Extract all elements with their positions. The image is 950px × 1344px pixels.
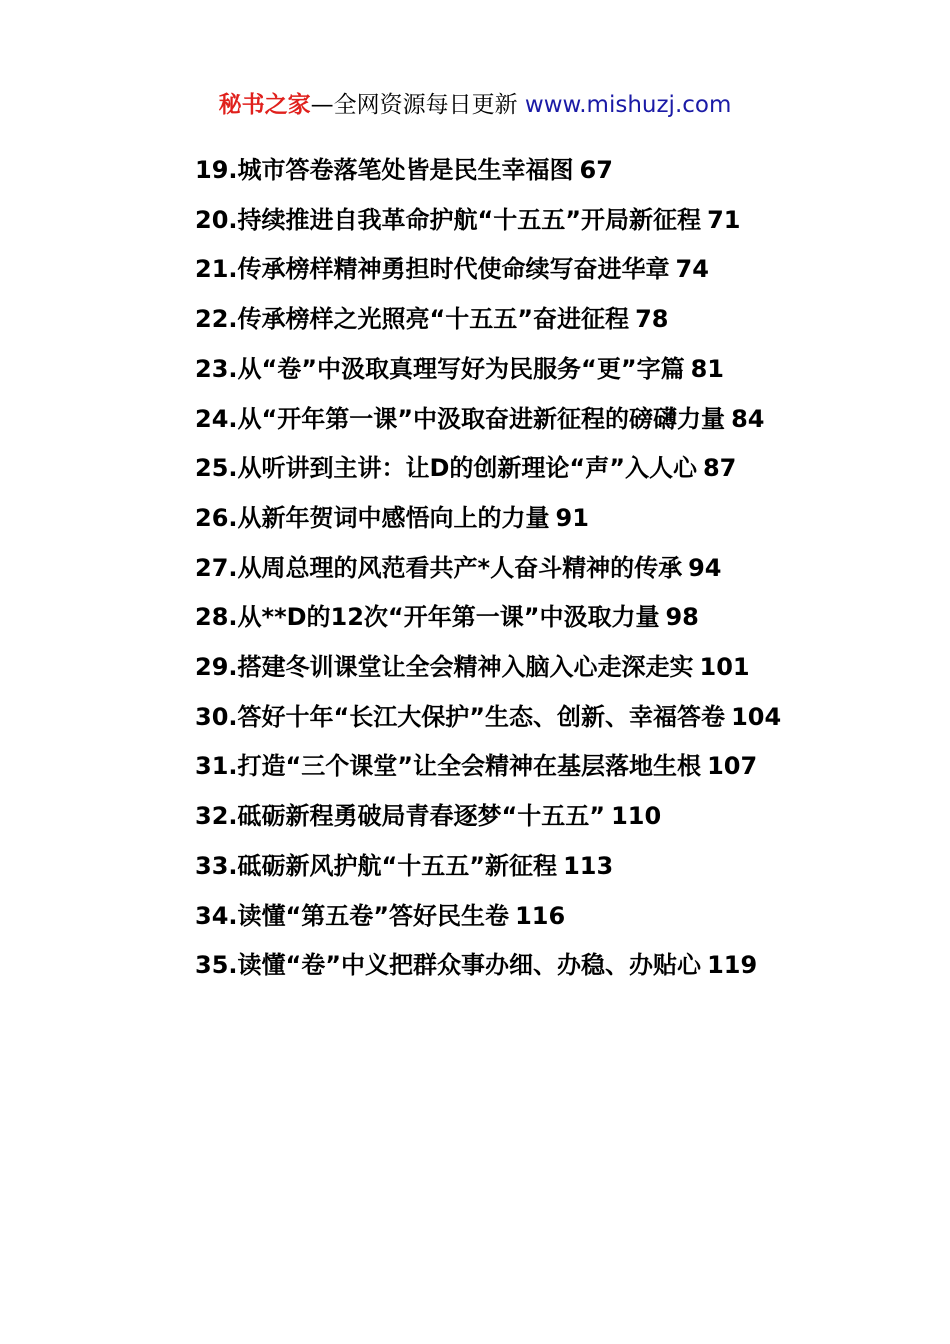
toc-entry-page: 71 [707, 205, 741, 234]
toc-entry-title: 35.读懂“卷”中义把群众事办细、办稳、办贴心 [195, 951, 702, 980]
header-tagline: —全网资源每日更新 [310, 92, 518, 118]
toc-entry-page: 74 [675, 255, 709, 284]
toc-entry-title: 20.持续推进自我革命护航“十五五”开局新征程 [195, 205, 702, 234]
toc-entry-title: 22.传承榜样之光照亮“十五五”奋进征程 [195, 305, 630, 334]
toc-entry-title: 31.打造“三个课堂”让全会精神在基层落地生根 [195, 752, 702, 781]
toc-entry[interactable] [146, 892, 808, 942]
site-link[interactable]: www.mishuzj.com [524, 92, 732, 118]
toc-entry-title: 29.搭建冬训课堂让全会精神入脑入心走深走实 [195, 653, 694, 682]
toc-entry-page: 107 [707, 752, 758, 781]
toc-entry[interactable] [146, 643, 808, 693]
toc-entry-page: 87 [702, 454, 737, 483]
toc-entry-page: 113 [563, 851, 614, 880]
toc-entry-title: 23.从“卷”中汲取真理写好为民服务“更”字篇 [195, 354, 685, 383]
toc-entry[interactable] [146, 345, 808, 395]
toc-entry-title: 24.从“开年第一课”中汲取奋进新征程的磅礴力量 [195, 404, 726, 433]
toc-entry[interactable] [146, 295, 808, 345]
toc-entry-title: 21.传承榜样精神勇担时代使命续写奋进华章 [195, 255, 670, 284]
toc-entry[interactable] [146, 494, 808, 544]
toc-entry-page: 98 [665, 603, 699, 632]
toc-entry-title: 32.砥砺新程勇破局青春逐梦“十五五” [195, 802, 606, 831]
toc-entry[interactable] [146, 444, 808, 494]
toc-entry-title: 28.从**D的12次“开年第一课”中汲取力量 [195, 603, 660, 632]
toc-entry-page: 67 [579, 156, 613, 184]
toc-entry-title: 25.从听讲到主讲：让D的创新理论“声”入人心 [195, 454, 697, 483]
toc-entry[interactable] [146, 693, 808, 743]
page-header [0, 90, 950, 120]
toc-entry[interactable] [146, 196, 808, 246]
toc-entry[interactable] [146, 245, 808, 295]
toc-entry-title: 33.砥砺新风护航“十五五”新征程 [195, 851, 558, 880]
table-of-contents [146, 146, 808, 991]
toc-entry-page: 94 [688, 553, 722, 582]
toc-entry-page: 119 [707, 951, 758, 980]
toc-entry[interactable] [146, 742, 808, 792]
toc-entry[interactable] [146, 146, 808, 196]
toc-entry-title: 34.读懂“第五卷”答好民生卷 [195, 901, 510, 930]
toc-entry-title: 26.从新年贺词中感悟向上的力量 [195, 503, 550, 532]
toc-entry-page: 84 [731, 404, 765, 433]
brand-name: 秘书之家 [218, 92, 311, 118]
toc-entry-title: 27.从周总理的风范看共产*人奋斗精神的传承 [195, 553, 683, 582]
toc-entry[interactable] [146, 395, 808, 445]
toc-entry-page: 101 [699, 653, 750, 682]
toc-entry-page: 91 [555, 503, 589, 532]
toc-entry-page: 116 [515, 901, 566, 930]
toc-entry-page: 110 [611, 802, 662, 831]
toc-entry-page: 78 [635, 305, 669, 334]
toc-entry-title: 30.答好十年“长江大保护”生态、创新、幸福答卷 [195, 702, 726, 731]
toc-entry-page: 81 [690, 354, 725, 383]
toc-entry-page: 104 [731, 702, 782, 731]
toc-entry[interactable] [146, 792, 808, 842]
toc-entry[interactable] [146, 941, 808, 991]
toc-entry[interactable] [146, 544, 808, 594]
toc-entry[interactable] [146, 842, 808, 892]
toc-entry-title: 19.城市答卷落笔处皆是民生幸福图 [195, 156, 574, 184]
toc-entry[interactable] [146, 593, 808, 643]
